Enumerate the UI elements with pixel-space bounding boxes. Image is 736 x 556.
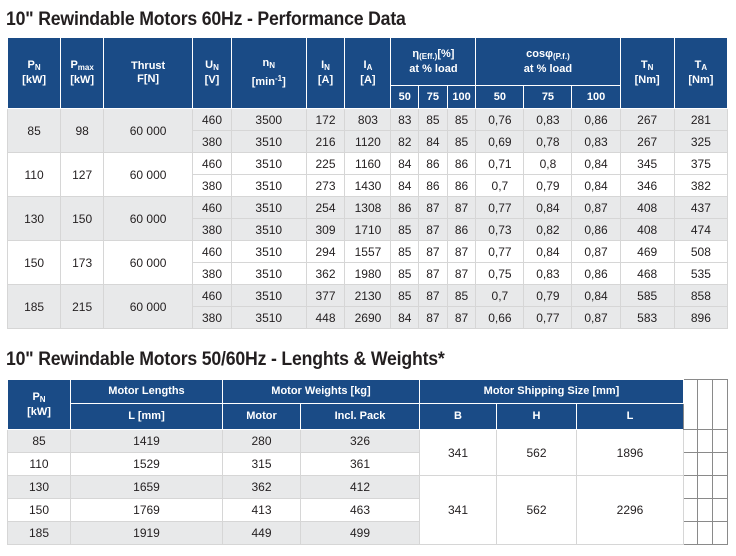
cell-pf-100: 0,84 xyxy=(572,153,620,175)
cell-pf-50: 0,77 xyxy=(476,197,524,219)
cell-eff-100: 86 xyxy=(447,219,476,241)
header-pmax: $P_{max}$ [kW] xyxy=(61,38,104,109)
cell-rated-torque: 585 xyxy=(620,285,674,307)
header-thrust: Thrust F[N] xyxy=(104,38,193,109)
cell-pf-75: 0,78 xyxy=(524,131,572,153)
cell-pf-50: 0,76 xyxy=(476,109,524,131)
cell-pn: 110 xyxy=(8,153,61,197)
cell-start-torque: 896 xyxy=(674,307,727,329)
cell-speed: 3510 xyxy=(231,219,306,241)
blank-cell xyxy=(684,476,698,499)
cell-ship-l: 2296 xyxy=(577,476,684,545)
cell-pf-75: 0,77 xyxy=(524,307,572,329)
cell-pack: 499 xyxy=(301,522,420,545)
cell-rated-current: 448 xyxy=(306,307,345,329)
cell-pf-75: 0,83 xyxy=(524,263,572,285)
cell-pf-100: 0,87 xyxy=(572,241,620,263)
cell-pack: 412 xyxy=(301,476,420,499)
header-load-level: 100 xyxy=(447,86,476,109)
cell-eff-75: 87 xyxy=(419,219,448,241)
header-pn: $P_N$ [kW] xyxy=(8,38,61,109)
cell-speed: 3510 xyxy=(231,241,306,263)
cell-voltage: 380 xyxy=(193,307,232,329)
table-row xyxy=(8,241,728,263)
cell-voltage: 460 xyxy=(193,285,232,307)
header-power-factor: cosφ$_{(P.f.)}$ at % load xyxy=(476,38,620,86)
cell-rated-torque: 408 xyxy=(620,219,674,241)
blank-cell xyxy=(698,453,713,476)
cell-pf-50: 0,7 xyxy=(476,175,524,197)
cell-pf-50: 0,73 xyxy=(476,219,524,241)
cell-rated-current: 172 xyxy=(306,109,345,131)
cell-pf-75: 0,79 xyxy=(524,175,572,197)
cell-pf-100: 0,87 xyxy=(572,197,620,219)
cell-eff-100: 87 xyxy=(447,263,476,285)
blank-column xyxy=(684,380,698,430)
cell-len: 1919 xyxy=(71,522,223,545)
cell-start-current: 1160 xyxy=(345,153,391,175)
cell-eff-75: 87 xyxy=(419,241,448,263)
cell-speed: 3510 xyxy=(231,307,306,329)
cell-thrust: 60 000 xyxy=(104,109,193,153)
cell-start-torque: 535 xyxy=(674,263,727,285)
cell-pack: 326 xyxy=(301,430,420,453)
blank-cell xyxy=(713,430,728,453)
cell-pf-100: 0,84 xyxy=(572,175,620,197)
cell-eff-50: 82 xyxy=(391,131,419,153)
cell-eff-50: 86 xyxy=(391,197,419,219)
cell-pf-100: 0,86 xyxy=(572,109,620,131)
header-load-level: 75 xyxy=(524,86,572,109)
cell-eff-100: 86 xyxy=(447,175,476,197)
header-ia: $I_A$ [A] xyxy=(345,38,391,109)
cell-pf-75: 0,83 xyxy=(524,109,572,131)
blank-column xyxy=(713,380,728,430)
cell-eff-100: 87 xyxy=(447,197,476,219)
cell-start-current: 1120 xyxy=(345,131,391,153)
cell-ship-b: 341 xyxy=(420,476,497,545)
cell-eff-75: 84 xyxy=(419,131,448,153)
cell-start-torque: 437 xyxy=(674,197,727,219)
performance-data-table xyxy=(7,37,728,329)
cell-rated-current: 309 xyxy=(306,219,345,241)
blank-cell xyxy=(684,430,698,453)
cell-len: 1419 xyxy=(71,430,223,453)
header-l: L xyxy=(577,404,684,430)
cell-rated-current: 216 xyxy=(306,131,345,153)
cell-pf-50: 0,71 xyxy=(476,153,524,175)
cell-rated-torque: 408 xyxy=(620,197,674,219)
cell-pn: 85 xyxy=(8,109,61,153)
cell-voltage: 380 xyxy=(193,131,232,153)
cell-pmax: 127 xyxy=(61,153,104,197)
header-motor: Motor xyxy=(223,404,301,430)
header-load-level: 75 xyxy=(419,86,448,109)
cell-pf-100: 0,83 xyxy=(572,131,620,153)
blank-cell xyxy=(713,476,728,499)
cell-pn: 185 xyxy=(8,285,61,329)
cell-pack: 361 xyxy=(301,453,420,476)
header-ta: $T_A$ [Nm] xyxy=(674,38,727,109)
cell-start-torque: 281 xyxy=(674,109,727,131)
cell-rated-current: 294 xyxy=(306,241,345,263)
performance-table-body xyxy=(8,109,728,329)
header-nn: $n_N$ $[\min^{-1}]$ xyxy=(231,38,306,109)
cell-rated-torque: 468 xyxy=(620,263,674,285)
cell-pn: 110 xyxy=(8,453,71,476)
cell-eff-50: 85 xyxy=(391,241,419,263)
cell-speed: 3510 xyxy=(231,197,306,219)
cell-motor: 280 xyxy=(223,430,301,453)
cell-pmax: 98 xyxy=(61,109,104,153)
cell-start-current: 2130 xyxy=(345,285,391,307)
performance-table-title: 10" Rewindable Motors 60Hz - Performance Data xyxy=(6,9,406,30)
header-load-level: 50 xyxy=(476,86,524,109)
cell-pmax: 215 xyxy=(61,285,104,329)
cell-voltage: 380 xyxy=(193,263,232,285)
cell-start-current: 1430 xyxy=(345,175,391,197)
blank-cell xyxy=(698,499,713,522)
cell-eff-75: 85 xyxy=(419,109,448,131)
cell-start-torque: 382 xyxy=(674,175,727,197)
header-in: $I_N$ [A] xyxy=(306,38,345,109)
cell-start-torque: 858 xyxy=(674,285,727,307)
header-b: B xyxy=(420,404,497,430)
cell-pn: 185 xyxy=(8,522,71,545)
cell-len: 1529 xyxy=(71,453,223,476)
header-incl-pack: Incl. Pack xyxy=(301,404,420,430)
cell-pf-50: 0,69 xyxy=(476,131,524,153)
cell-len: 1659 xyxy=(71,476,223,499)
cell-eff-50: 84 xyxy=(391,153,419,175)
weights-table-title: 10" Rewindable Motors 50/60Hz - Lenghts & Weights* xyxy=(6,349,445,370)
cell-rated-current: 225 xyxy=(306,153,345,175)
cell-len: 1769 xyxy=(71,499,223,522)
blank-cell xyxy=(698,522,713,545)
header-efficiency: $\eta_{(Eff.)}[\%]$ at % load xyxy=(391,38,476,86)
header-load-level: 50 xyxy=(391,86,419,109)
blank-column xyxy=(698,380,713,430)
cell-pf-75: 0,84 xyxy=(524,197,572,219)
cell-rated-current: 273 xyxy=(306,175,345,197)
cell-voltage: 460 xyxy=(193,241,232,263)
cell-pn: 85 xyxy=(8,430,71,453)
cell-pn: 150 xyxy=(8,499,71,522)
cell-eff-100: 85 xyxy=(447,109,476,131)
cell-eff-50: 85 xyxy=(391,263,419,285)
blank-cell xyxy=(698,430,713,453)
header-l-mm: L [mm] xyxy=(71,404,223,430)
blank-cell xyxy=(713,522,728,545)
cell-pn: 130 xyxy=(8,197,61,241)
header-un: $U_N$ [V] xyxy=(193,38,232,109)
blank-cell xyxy=(684,522,698,545)
cell-voltage: 380 xyxy=(193,219,232,241)
cell-thrust: 60 000 xyxy=(104,241,193,285)
cell-start-current: 1308 xyxy=(345,197,391,219)
table-row xyxy=(8,285,728,307)
cell-pf-50: 0,75 xyxy=(476,263,524,285)
cell-eff-50: 85 xyxy=(391,219,419,241)
header-load-level: 100 xyxy=(572,86,620,109)
cell-eff-100: 85 xyxy=(447,285,476,307)
table-row xyxy=(8,153,728,175)
cell-start-current: 1980 xyxy=(345,263,391,285)
table-row xyxy=(8,476,728,499)
cell-eff-50: 84 xyxy=(391,175,419,197)
blank-cell xyxy=(713,453,728,476)
header-shipping-size: Motor Shipping Size [mm] xyxy=(420,380,684,404)
cell-pf-100: 0,86 xyxy=(572,219,620,241)
cell-rated-torque: 345 xyxy=(620,153,674,175)
header-h: H xyxy=(497,404,577,430)
cell-pf-100: 0,87 xyxy=(572,307,620,329)
cell-eff-75: 87 xyxy=(419,197,448,219)
cell-pf-50: 0,7 xyxy=(476,285,524,307)
cell-rated-current: 362 xyxy=(306,263,345,285)
cell-ship-b: 341 xyxy=(420,430,497,476)
cell-voltage: 380 xyxy=(193,175,232,197)
blank-cell xyxy=(684,453,698,476)
header-motor-weights: Motor Weights [kg] xyxy=(223,380,420,404)
cell-eff-75: 87 xyxy=(419,263,448,285)
cell-pf-75: 0,84 xyxy=(524,241,572,263)
cell-rated-torque: 346 xyxy=(620,175,674,197)
cell-rated-torque: 469 xyxy=(620,241,674,263)
cell-eff-50: 85 xyxy=(391,285,419,307)
cell-speed: 3510 xyxy=(231,131,306,153)
cell-pf-50: 0,66 xyxy=(476,307,524,329)
cell-speed: 3510 xyxy=(231,175,306,197)
cell-pmax: 150 xyxy=(61,197,104,241)
cell-start-torque: 508 xyxy=(674,241,727,263)
cell-pf-75: 0,79 xyxy=(524,285,572,307)
cell-rated-torque: 267 xyxy=(620,109,674,131)
cell-rated-torque: 583 xyxy=(620,307,674,329)
weights-table-body xyxy=(8,430,728,545)
cell-thrust: 60 000 xyxy=(104,285,193,329)
cell-motor: 362 xyxy=(223,476,301,499)
cell-eff-100: 87 xyxy=(447,241,476,263)
cell-ship-l: 1896 xyxy=(577,430,684,476)
cell-ship-h: 562 xyxy=(497,430,577,476)
cell-eff-75: 86 xyxy=(419,175,448,197)
cell-pf-50: 0,77 xyxy=(476,241,524,263)
cell-pn: 130 xyxy=(8,476,71,499)
header-pn: $P_N$ [kW] xyxy=(8,380,71,430)
cell-ship-h: 562 xyxy=(497,476,577,545)
cell-voltage: 460 xyxy=(193,197,232,219)
cell-start-current: 1710 xyxy=(345,219,391,241)
cell-eff-50: 84 xyxy=(391,307,419,329)
cell-start-current: 1557 xyxy=(345,241,391,263)
cell-start-current: 803 xyxy=(345,109,391,131)
cell-eff-75: 87 xyxy=(419,307,448,329)
cell-thrust: 60 000 xyxy=(104,197,193,241)
table-row xyxy=(8,430,728,453)
cell-thrust: 60 000 xyxy=(104,153,193,197)
lengths-weights-table xyxy=(7,379,728,545)
cell-pn: 150 xyxy=(8,241,61,285)
header-tn: $T_N$ [Nm] xyxy=(620,38,674,109)
cell-speed: 3510 xyxy=(231,153,306,175)
cell-start-torque: 325 xyxy=(674,131,727,153)
cell-speed: 3510 xyxy=(231,263,306,285)
blank-cell xyxy=(713,499,728,522)
cell-motor: 449 xyxy=(223,522,301,545)
cell-speed: 3500 xyxy=(231,109,306,131)
cell-motor: 413 xyxy=(223,499,301,522)
header-motor-lengths: Motor Lengths xyxy=(71,380,223,404)
cell-rated-current: 377 xyxy=(306,285,345,307)
cell-rated-torque: 267 xyxy=(620,131,674,153)
cell-speed: 3510 xyxy=(231,285,306,307)
cell-motor: 315 xyxy=(223,453,301,476)
cell-pmax: 173 xyxy=(61,241,104,285)
cell-start-current: 2690 xyxy=(345,307,391,329)
cell-eff-50: 83 xyxy=(391,109,419,131)
cell-start-torque: 474 xyxy=(674,219,727,241)
table-row xyxy=(8,109,728,131)
cell-eff-75: 87 xyxy=(419,285,448,307)
cell-eff-100: 86 xyxy=(447,153,476,175)
blank-cell xyxy=(698,476,713,499)
cell-eff-100: 85 xyxy=(447,131,476,153)
cell-pf-100: 0,84 xyxy=(572,285,620,307)
blank-cell xyxy=(684,499,698,522)
cell-rated-current: 254 xyxy=(306,197,345,219)
cell-voltage: 460 xyxy=(193,153,232,175)
table-row xyxy=(8,197,728,219)
cell-pack: 463 xyxy=(301,499,420,522)
cell-voltage: 460 xyxy=(193,109,232,131)
cell-pf-100: 0,86 xyxy=(572,263,620,285)
cell-start-torque: 375 xyxy=(674,153,727,175)
cell-eff-100: 87 xyxy=(447,307,476,329)
cell-pf-75: 0,82 xyxy=(524,219,572,241)
cell-pf-75: 0,8 xyxy=(524,153,572,175)
cell-eff-75: 86 xyxy=(419,153,448,175)
